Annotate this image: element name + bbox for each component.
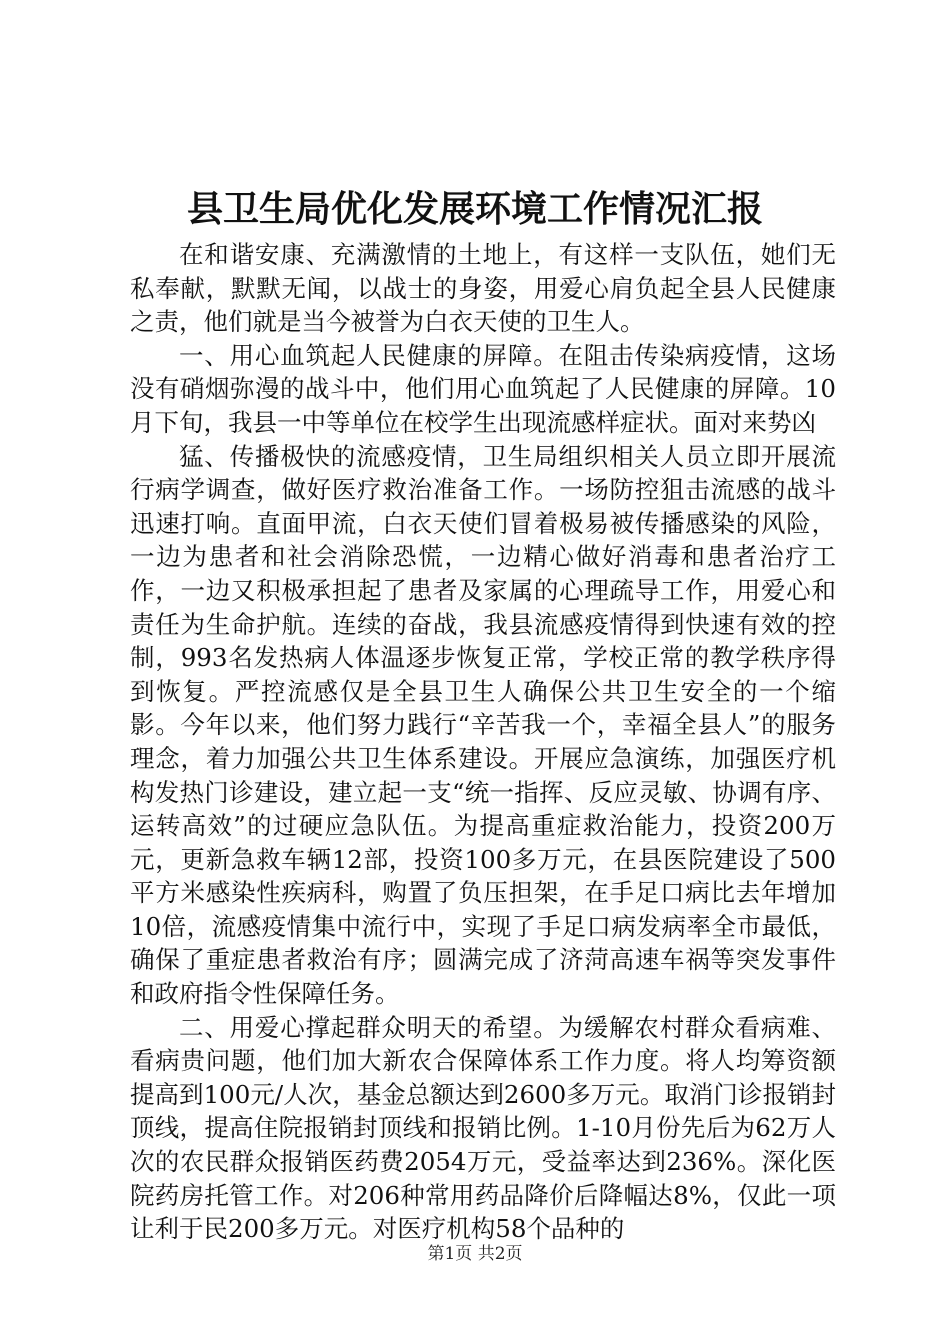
paragraph-section-one-continued: 猛、传播极快的流感疫情，卫生局组织相关人员立即开展流行病学调查，做好医疗救治准备工作。一场防控狙击流感的战斗迅速打响。直面甲流，白衣天使们冒着极易被传播感染的风险，一边为患者和社会消除恐慌，一边精心做好消毒和患者治疗工作，一边又积极承担起了患者及家属的心理疏导工作，用爱心和责任为生命护航。连续的奋战，我县流感疫情得到快速有效的控制，993名发热病人体温逐步恢复正常，学校正常的教学秩序得到恢复。严控流感仅是全县卫生人确保公共卫生安全的一个缩影。今年以来，他们努力践行“辛苦我一个，幸福全县人”的服务理念，着力加强公共卫生体系建设。开展应急演练，加强医疗机构发热门诊建设，建立起一支“统一指挥、反应灵敏、协调有序、运转高效”的过硬应急队伍。为提高重症救治能力，投资200万元，更新急救车辆12部，投资100多万元，在县医院建设了500平方米感染性疾病科，购置了负压担架，在手足口病比去年增加10倍，流感疫情集中流行中，实现了手足口病发病率全市最低，确保了重症患者救治有序；圆满完成了济菏高速车祸等突发事件和政府指令性保障任务。 (130, 441, 836, 1009)
paragraph-section-one: 一、用心血筑起人民健康的屏障。在阻击传染病疫情，这场没有硝烟弥漫的战斗中，他们用心血筑起了人民健康的屏障。10月下旬，我县一中等单位在校学生出现流感样症状。面对来势凶 (130, 340, 836, 437)
paragraph-section-two: 二、用爱心撑起群众明天的希望。为缓解农村群众看病难、看病贵问题，他们加大新农合保障体系工作力度。将人均筹资额提高到100元/人次，基金总额达到2600多万元。取消门诊报销封顶线，提高住院报销封顶线和报销比例。1-10月份先后为62万人次的农民群众报销医药费2054万元，受益率达到236%。深化医院药房托管工作。对206种常用药品降价后降幅达8%，仅此一项让利于民200多万元。对医疗机构58个品种的 (130, 1012, 836, 1244)
document-title: 县卫生局优化发展环境工作情况汇报 (186, 188, 763, 230)
document-body (130, 238, 836, 1246)
page-footer: 第1页 共2页 (427, 1244, 523, 1264)
paragraph-intro: 在和谐安康、充满激情的土地上，有这样一支队伍，她们无私奉献，默默无闻，以战士的身姿，用爱心肩负起全县人民健康之责，他们就是当今被誉为白衣天使的卫生人。 (130, 240, 836, 337)
